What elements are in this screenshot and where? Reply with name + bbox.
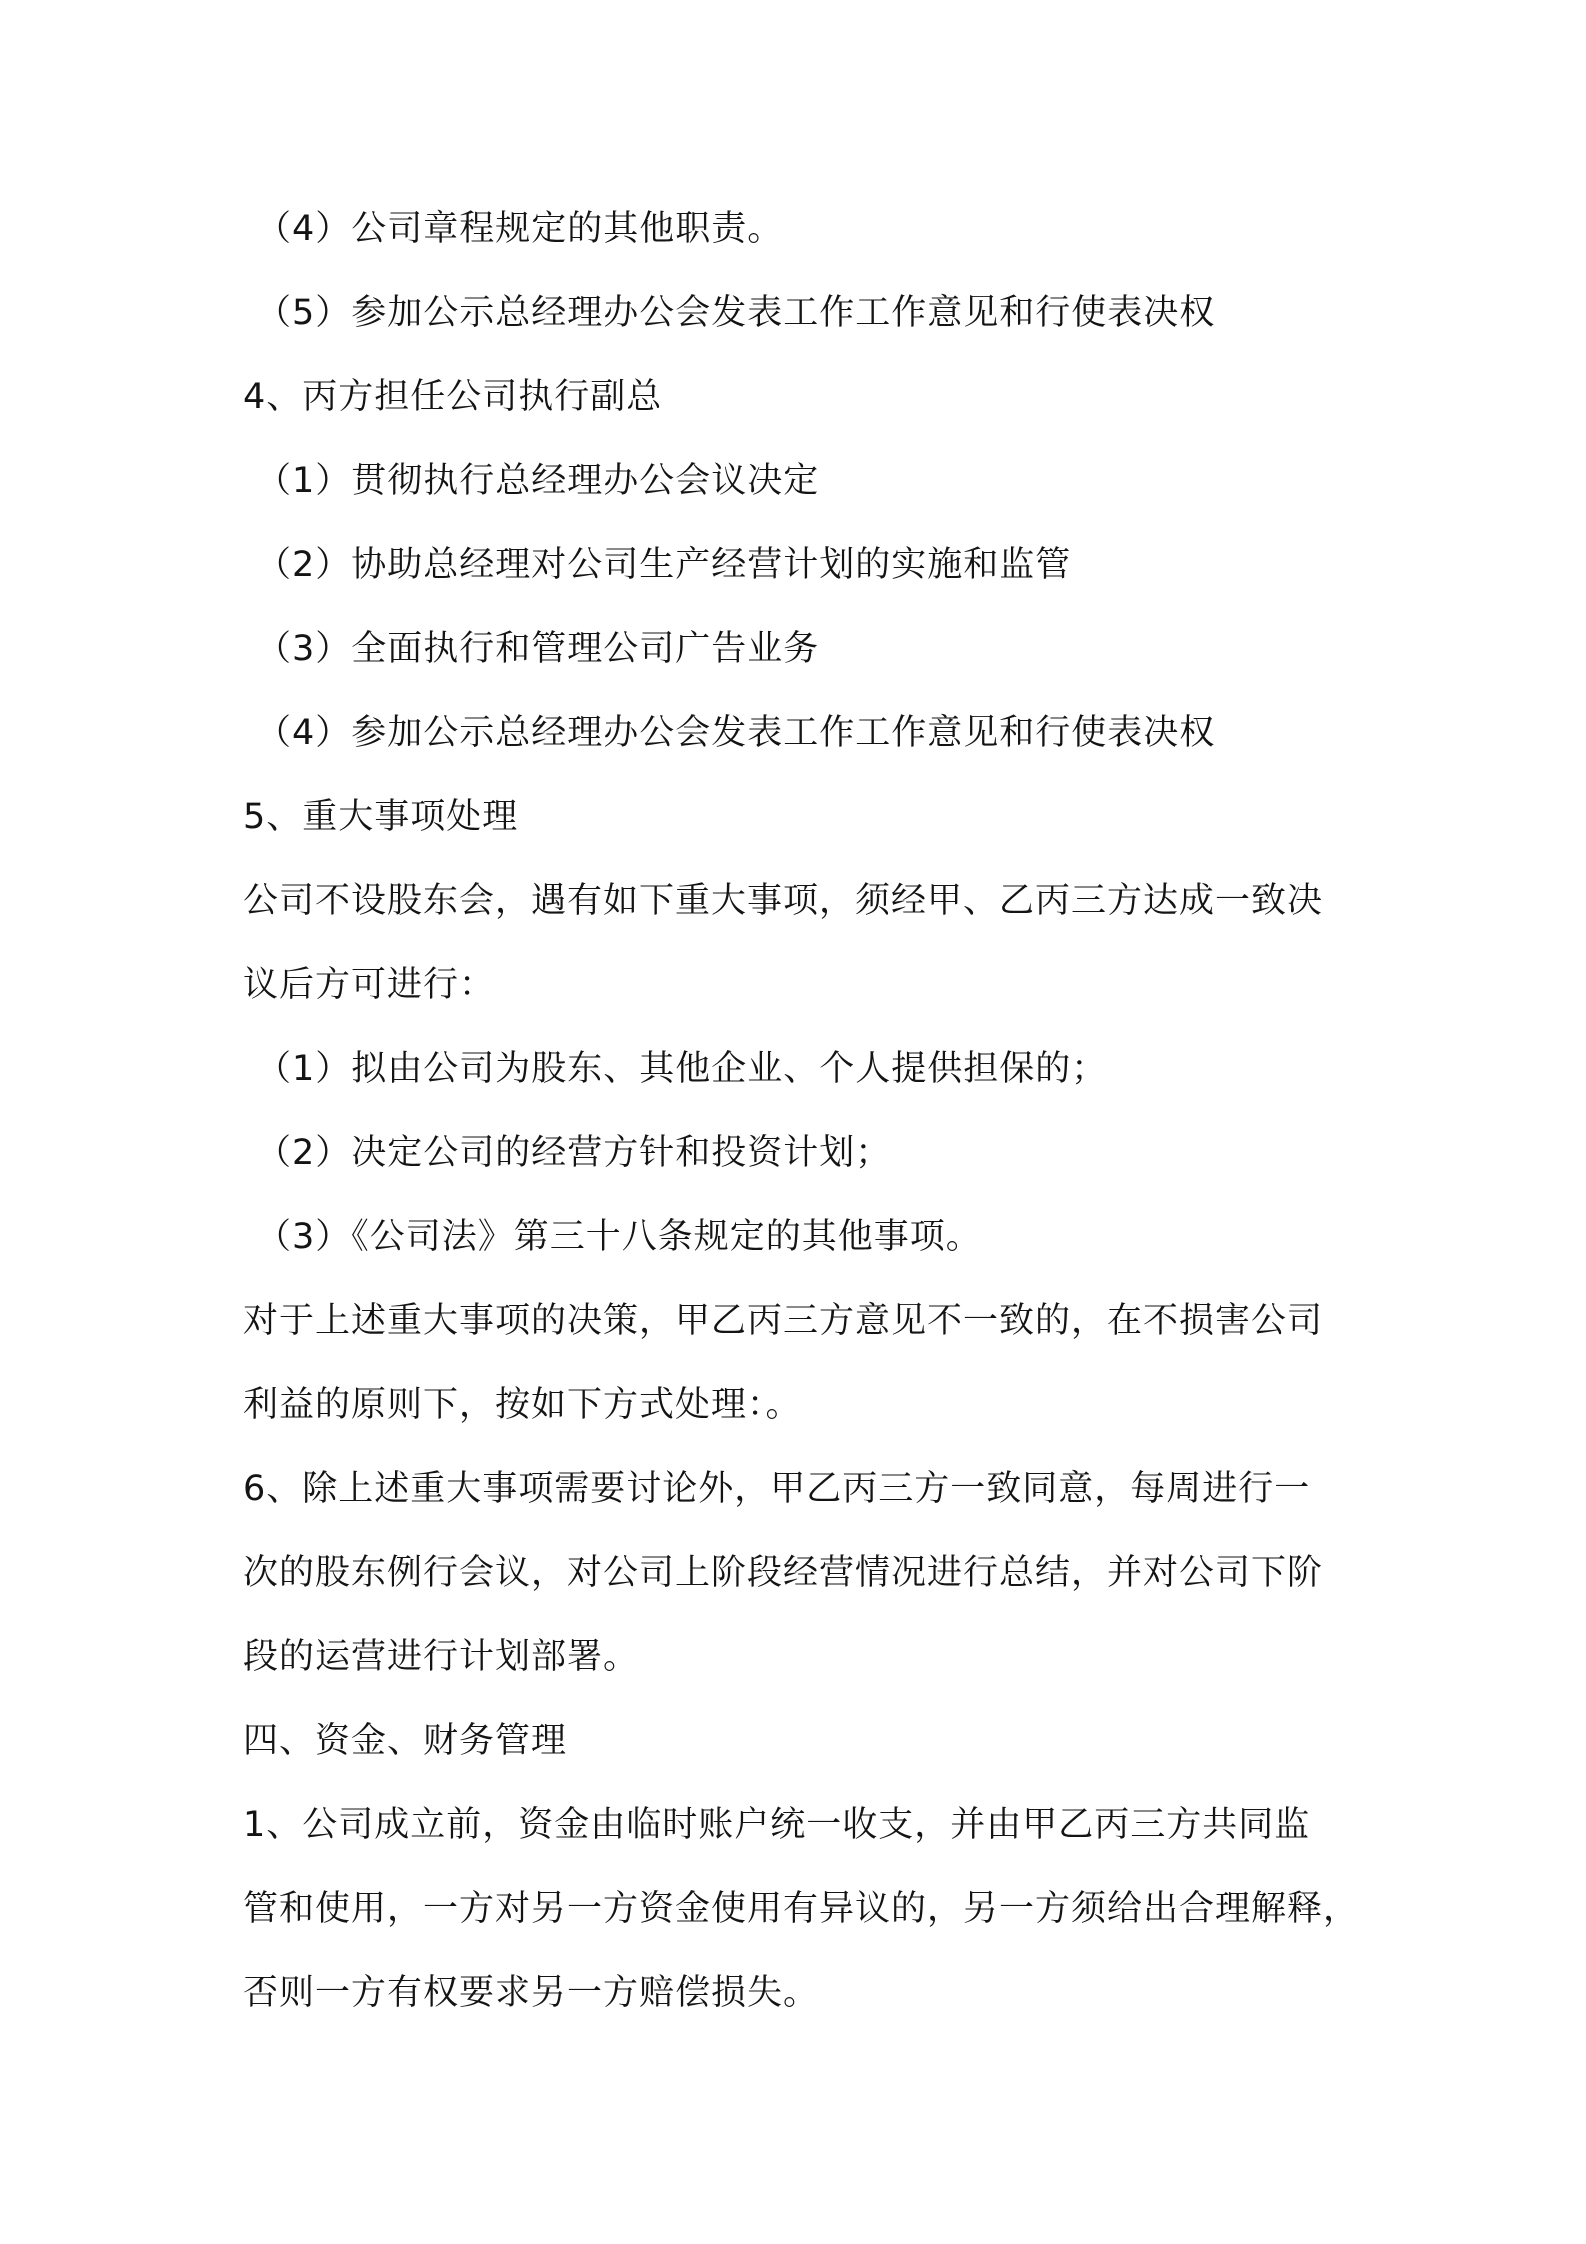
text-line: 次的股东例行会议，对公司上阶段经营情况进行总结，并对公司下阶 xyxy=(243,1553,1324,1593)
text-line: 对于上述重大事项的决策，甲乙丙三方意见不一致的，在不损害公司 xyxy=(243,1301,1324,1341)
text-line: 管和使用，一方对另一方资金使用有异议的，另一方须给出合理解释， xyxy=(243,1889,1360,1929)
text-line: （4）参加公示总经理办公会发表工作工作意见和行使表决权 xyxy=(256,713,1216,753)
text-line: （1）贯彻执行总经理办公会议决定 xyxy=(256,461,820,501)
text-line: （1）拟由公司为股东、其他企业、个人提供担保的； xyxy=(256,1049,1108,1089)
text-line: 6、除上述重大事项需要讨论外，甲乙丙三方一致同意，每周进行一 xyxy=(243,1469,1311,1509)
text-line: 议后方可进行： xyxy=(243,965,496,1005)
text-line: 否则一方有权要求另一方赔偿损失。 xyxy=(243,1973,820,2013)
text-line: 公司不设股东会，遇有如下重大事项，须经甲、乙丙三方达成一致决 xyxy=(243,881,1324,921)
section-heading: 5、重大事项处理 xyxy=(243,797,519,837)
section-heading: 四、资金、财务管理 xyxy=(243,1721,568,1761)
section-heading: 4、丙方担任公司执行副总 xyxy=(243,377,663,417)
text-line: （4）公司章程规定的其他职责。 xyxy=(256,209,784,249)
text-line: （3）《公司法》第三十八条规定的其他事项。 xyxy=(256,1217,982,1257)
text-line: （2）决定公司的经营方针和投资计划； xyxy=(256,1133,892,1173)
text-line: 利益的原则下，按如下方式处理：。 xyxy=(243,1385,802,1425)
text-line: 1、公司成立前，资金由临时账户统一收支，并由甲乙丙三方共同监 xyxy=(243,1805,1311,1845)
text-line: （3）全面执行和管理公司广告业务 xyxy=(256,629,820,669)
text-line: （5）参加公示总经理办公会发表工作工作意见和行使表决权 xyxy=(256,293,1216,333)
text-line: （2）协助总经理对公司生产经营计划的实施和监管 xyxy=(256,545,1072,585)
text-line: 段的运营进行计划部署。 xyxy=(243,1637,640,1677)
